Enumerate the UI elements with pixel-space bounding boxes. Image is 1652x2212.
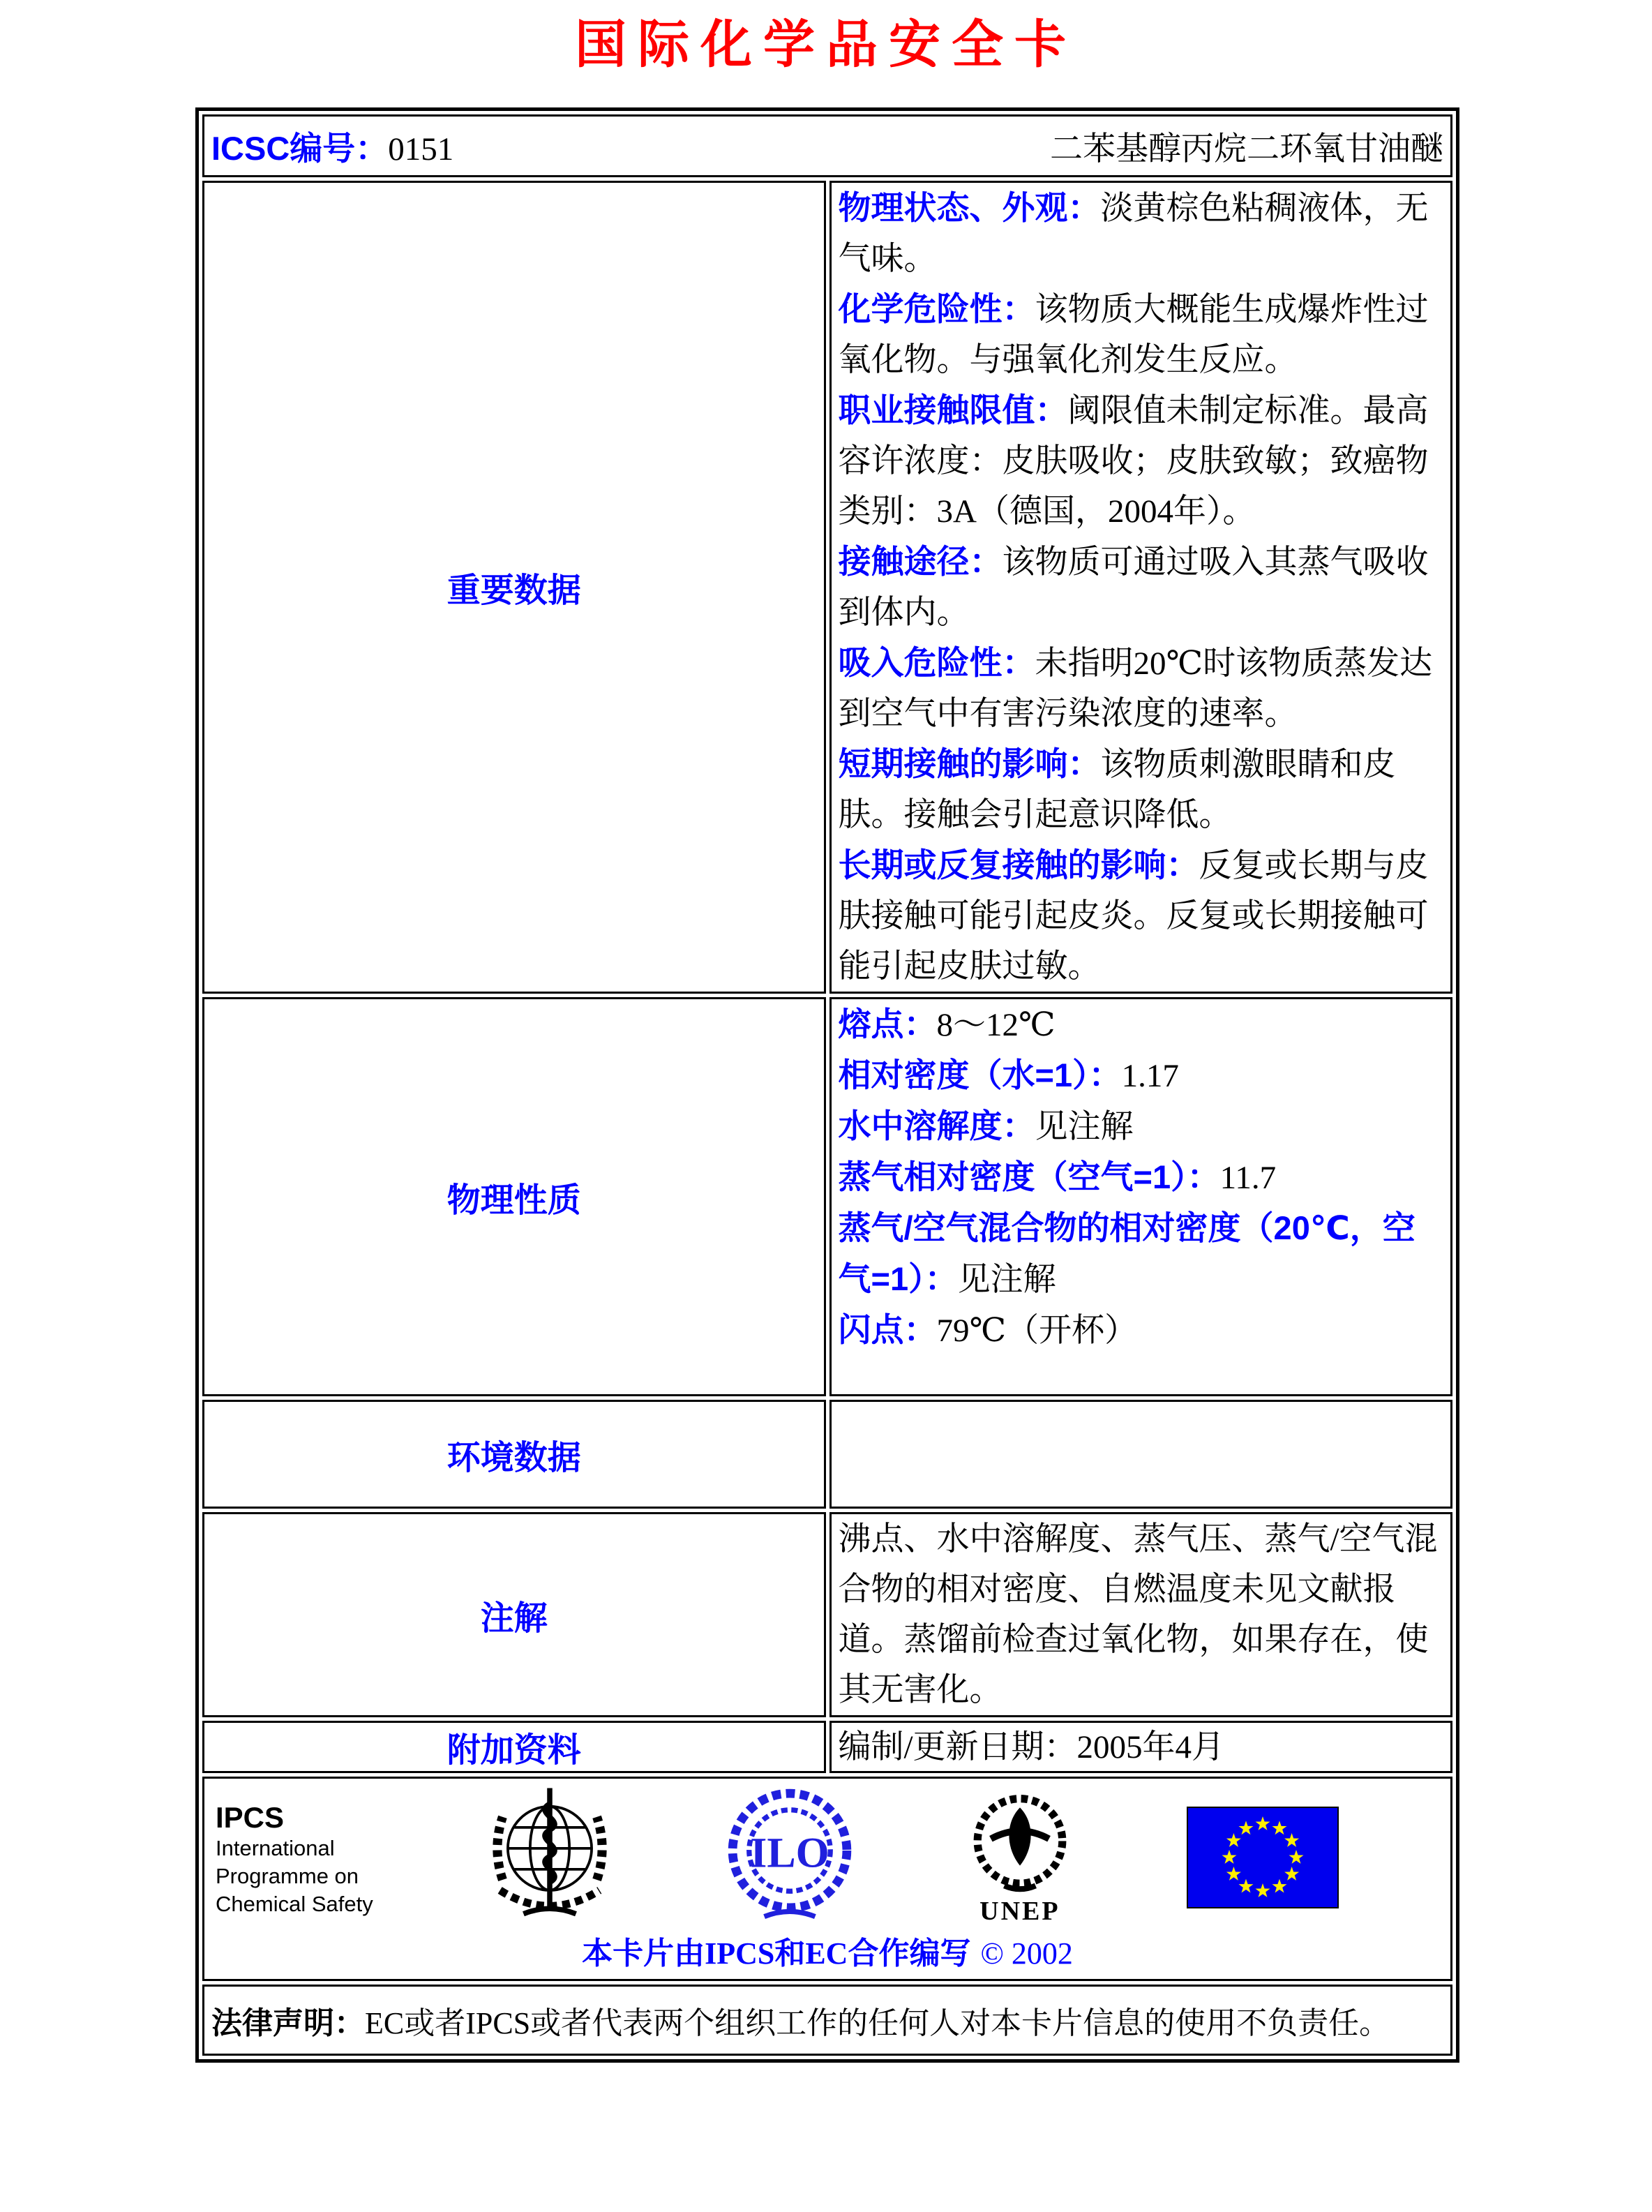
item-text: 79℃（开杯） (936, 1313, 1138, 1349)
icsc-table (195, 107, 1459, 2063)
section-label-environmental-data: 环境数据 (202, 1400, 826, 1509)
item-text: 该物质大概能生成爆炸性过氧化物。与强氧化剂发生反应。 (838, 292, 1429, 378)
item-text: 反复或长期与皮肤接触可能引起皮炎。反复或长期接触可能引起皮肤过敏。 (838, 848, 1429, 985)
ipcs-title: IPCS (216, 1800, 285, 1834)
legal-notice-label: 法律声明： (211, 2006, 365, 2040)
item-text: 该物质刺激眼睛和皮肤。接触会引起意识降低。 (838, 747, 1396, 833)
ilo-icon (726, 1784, 853, 1934)
page-title: 国际化学品安全卡 (575, 15, 1077, 73)
data-item (839, 1101, 1444, 1152)
section-content-physical-properties (829, 997, 1453, 1396)
ipcs-line: Programme on (216, 1863, 359, 1888)
item-text: 未指明20℃时该物质蒸发达到空气中有害污染浓度的速率。 (838, 645, 1433, 732)
data-item (839, 1305, 1444, 1356)
item-term: 接触途径： (838, 543, 1003, 580)
icsc-number-value: 0151 (388, 130, 454, 167)
data-item (839, 1203, 1444, 1305)
ipcs-line: Chemical Safety (216, 1891, 373, 1916)
item-term: 吸入危险性： (838, 644, 1035, 681)
item-term: 蒸气/空气混合物的相对密度（20℃，空气=1）： (838, 1209, 1416, 1297)
chemical-name: 二苯基醇丙烷二环氧甘油醚 (1050, 130, 1443, 167)
data-item (839, 284, 1444, 385)
legal-notice-text: EC或者IPCS或者代表两个组织工作的任何人对本卡片信息的使用不负责任。 (365, 2006, 1390, 2040)
data-item (839, 1050, 1444, 1101)
update-date: 编制/更新日期：2005年4月 (838, 1728, 1225, 1765)
icsc-number-group (211, 123, 453, 170)
footer-caption (211, 1936, 1443, 1979)
data-item (839, 385, 1444, 537)
footer-caption-text: 本卡片由IPCS和EC合作编写 (582, 1936, 971, 1971)
unep-logo-block (964, 1792, 1076, 1927)
item-term: 职业接触限值： (838, 391, 1068, 428)
ipcs-line: International (216, 1835, 335, 1860)
item-term: 物理状态、外观： (838, 189, 1101, 226)
section-content-important-data (829, 181, 1453, 994)
item-term: 化学危险性： (838, 290, 1035, 327)
data-item (839, 1152, 1444, 1203)
item-text: 见注解 (957, 1262, 1056, 1298)
data-item (839, 840, 1444, 992)
section-label-physical-properties: 物理性质 (202, 997, 826, 1396)
icsc-number-label: ICSC编号： (211, 129, 389, 167)
item-text: 阈限值未制定标准。最高容许浓度：皮肤吸收；皮肤致敏；致癌物类别：3A（德国，2004年）。 (838, 393, 1429, 530)
item-text: 见注解 (1035, 1109, 1134, 1145)
item-term: 闪点： (838, 1311, 937, 1348)
data-item (839, 183, 1444, 284)
item-text: 淡黄棕色粘稠液体，无气味。 (838, 190, 1429, 277)
item-text: 1.17 (1121, 1058, 1179, 1094)
item-term: 短期接触的影响： (838, 745, 1101, 782)
item-text: 8～12℃ (936, 1007, 1056, 1043)
section-content-additional-info (829, 1721, 1453, 1773)
footer-copyright: © 2002 (980, 1936, 1073, 1971)
data-item (839, 537, 1444, 638)
item-text: 该物质可通过吸入其蒸气吸收到体内。 (838, 544, 1429, 631)
item-term: 长期或反复接触的影响： (838, 846, 1199, 883)
eu-flag-icon (1187, 1807, 1339, 1912)
item-term: 水中溶解度： (838, 1107, 1035, 1144)
unep-label: UNEP (979, 1897, 1060, 1926)
data-item (839, 999, 1444, 1050)
legal-row-cell (202, 1985, 1452, 2056)
unep-icon (964, 1792, 1076, 1901)
section-content-environmental-data (829, 1400, 1453, 1509)
item-text: 11.7 (1219, 1160, 1277, 1196)
section-label-notes: 注解 (202, 1512, 826, 1717)
header-row-cell (202, 114, 1452, 177)
who-icon (484, 1783, 615, 1936)
section-label-important-data: 重要数据 (202, 181, 826, 994)
item-term: 蒸气相对密度（空气=1）： (838, 1158, 1220, 1195)
section-label-additional-info: 附加资料 (202, 1721, 826, 1773)
svg-text:ILO: ILO (750, 1829, 829, 1877)
ipcs-text-block (216, 1801, 373, 1918)
data-item (839, 638, 1444, 739)
item-term: 相对密度（水=1）： (838, 1056, 1122, 1093)
data-item (839, 739, 1444, 840)
logos-row-cell (202, 1777, 1452, 1981)
item-term: 熔点： (838, 1006, 937, 1043)
section-content-notes: 沸点、水中溶解度、蒸气压、蒸气/空气混合物的相对密度、自燃温度未见文献报道。蒸馏前检查过氧化物，如果存在，使其无害化。 (829, 1512, 1453, 1717)
